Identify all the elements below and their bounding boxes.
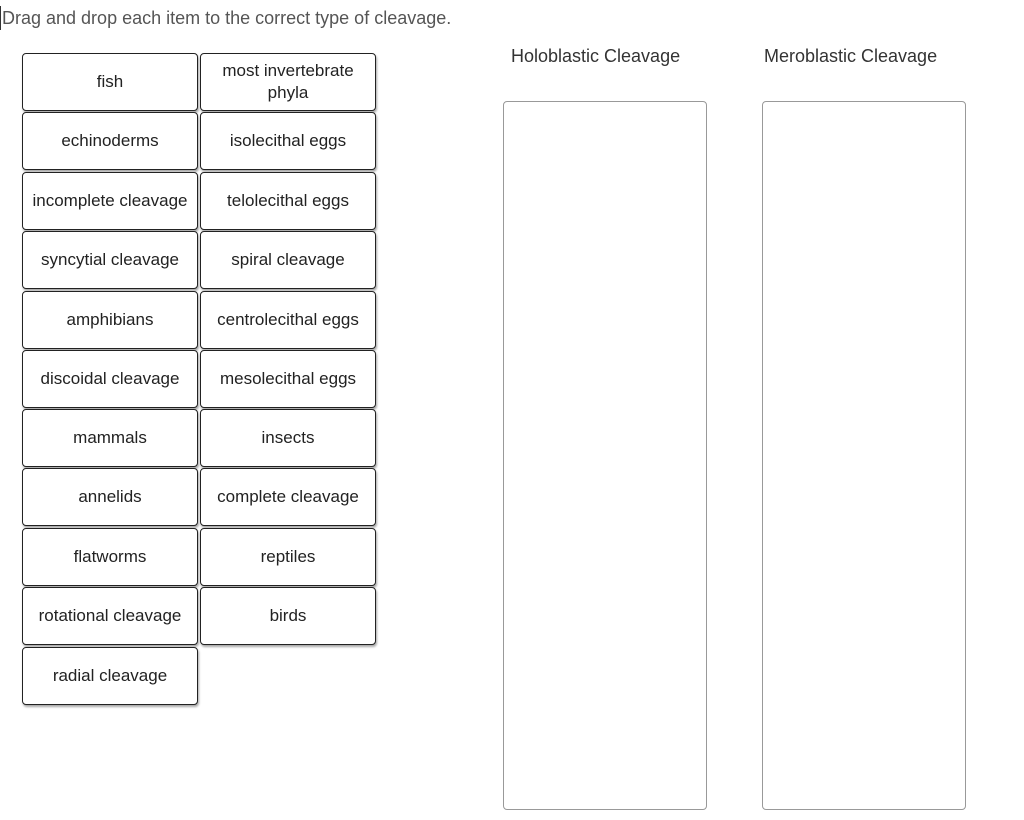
drag-item-centrolecithal-eggs[interactable]: centrolecithal eggs bbox=[200, 291, 376, 349]
drag-item-birds[interactable]: birds bbox=[200, 587, 376, 645]
holoblastic-drop-zone[interactable] bbox=[503, 101, 707, 810]
holoblastic-bucket-title: Holoblastic Cleavage bbox=[511, 46, 681, 66]
drag-item-annelids[interactable]: annelids bbox=[22, 468, 198, 526]
drag-item-rotational-cleavage[interactable]: rotational cleavage bbox=[22, 587, 198, 645]
drag-item-syncytial-cleavage[interactable]: syncytial cleavage bbox=[22, 231, 198, 289]
drag-item-mammals[interactable]: mammals bbox=[22, 409, 198, 467]
drag-item-telolecithal-eggs[interactable]: telolecithal eggs bbox=[200, 172, 376, 230]
meroblastic-bucket-title: Meroblastic Cleavage bbox=[764, 46, 938, 66]
drag-item-incomplete-cleavage[interactable]: incomplete cleavage bbox=[22, 172, 198, 230]
drag-item-insects[interactable]: insects bbox=[200, 409, 376, 467]
drag-item-mesolecithal-eggs[interactable]: mesolecithal eggs bbox=[200, 350, 376, 408]
drag-item-echinoderms[interactable]: echinoderms bbox=[22, 112, 198, 170]
drag-item-amphibians[interactable]: amphibians bbox=[22, 291, 198, 349]
instructions-text: Drag and drop each item to the correct type of cleavage. bbox=[2, 8, 452, 28]
drag-item-radial-cleavage[interactable]: radial cleavage bbox=[22, 647, 198, 705]
meroblastic-drop-zone[interactable] bbox=[762, 101, 966, 810]
drag-item-isolecithal-eggs[interactable]: isolecithal eggs bbox=[200, 112, 376, 170]
drag-item-complete-cleavage[interactable]: complete cleavage bbox=[200, 468, 376, 526]
drag-item-most-invertebrate-phyla[interactable]: most invertebrate phyla bbox=[200, 53, 376, 111]
drag-item-discoidal-cleavage[interactable]: discoidal cleavage bbox=[22, 350, 198, 408]
drag-item-spiral-cleavage[interactable]: spiral cleavage bbox=[200, 231, 376, 289]
drag-item-flatworms[interactable]: flatworms bbox=[22, 528, 198, 586]
drag-item-fish[interactable]: fish bbox=[22, 53, 198, 111]
drag-item-reptiles[interactable]: reptiles bbox=[200, 528, 376, 586]
